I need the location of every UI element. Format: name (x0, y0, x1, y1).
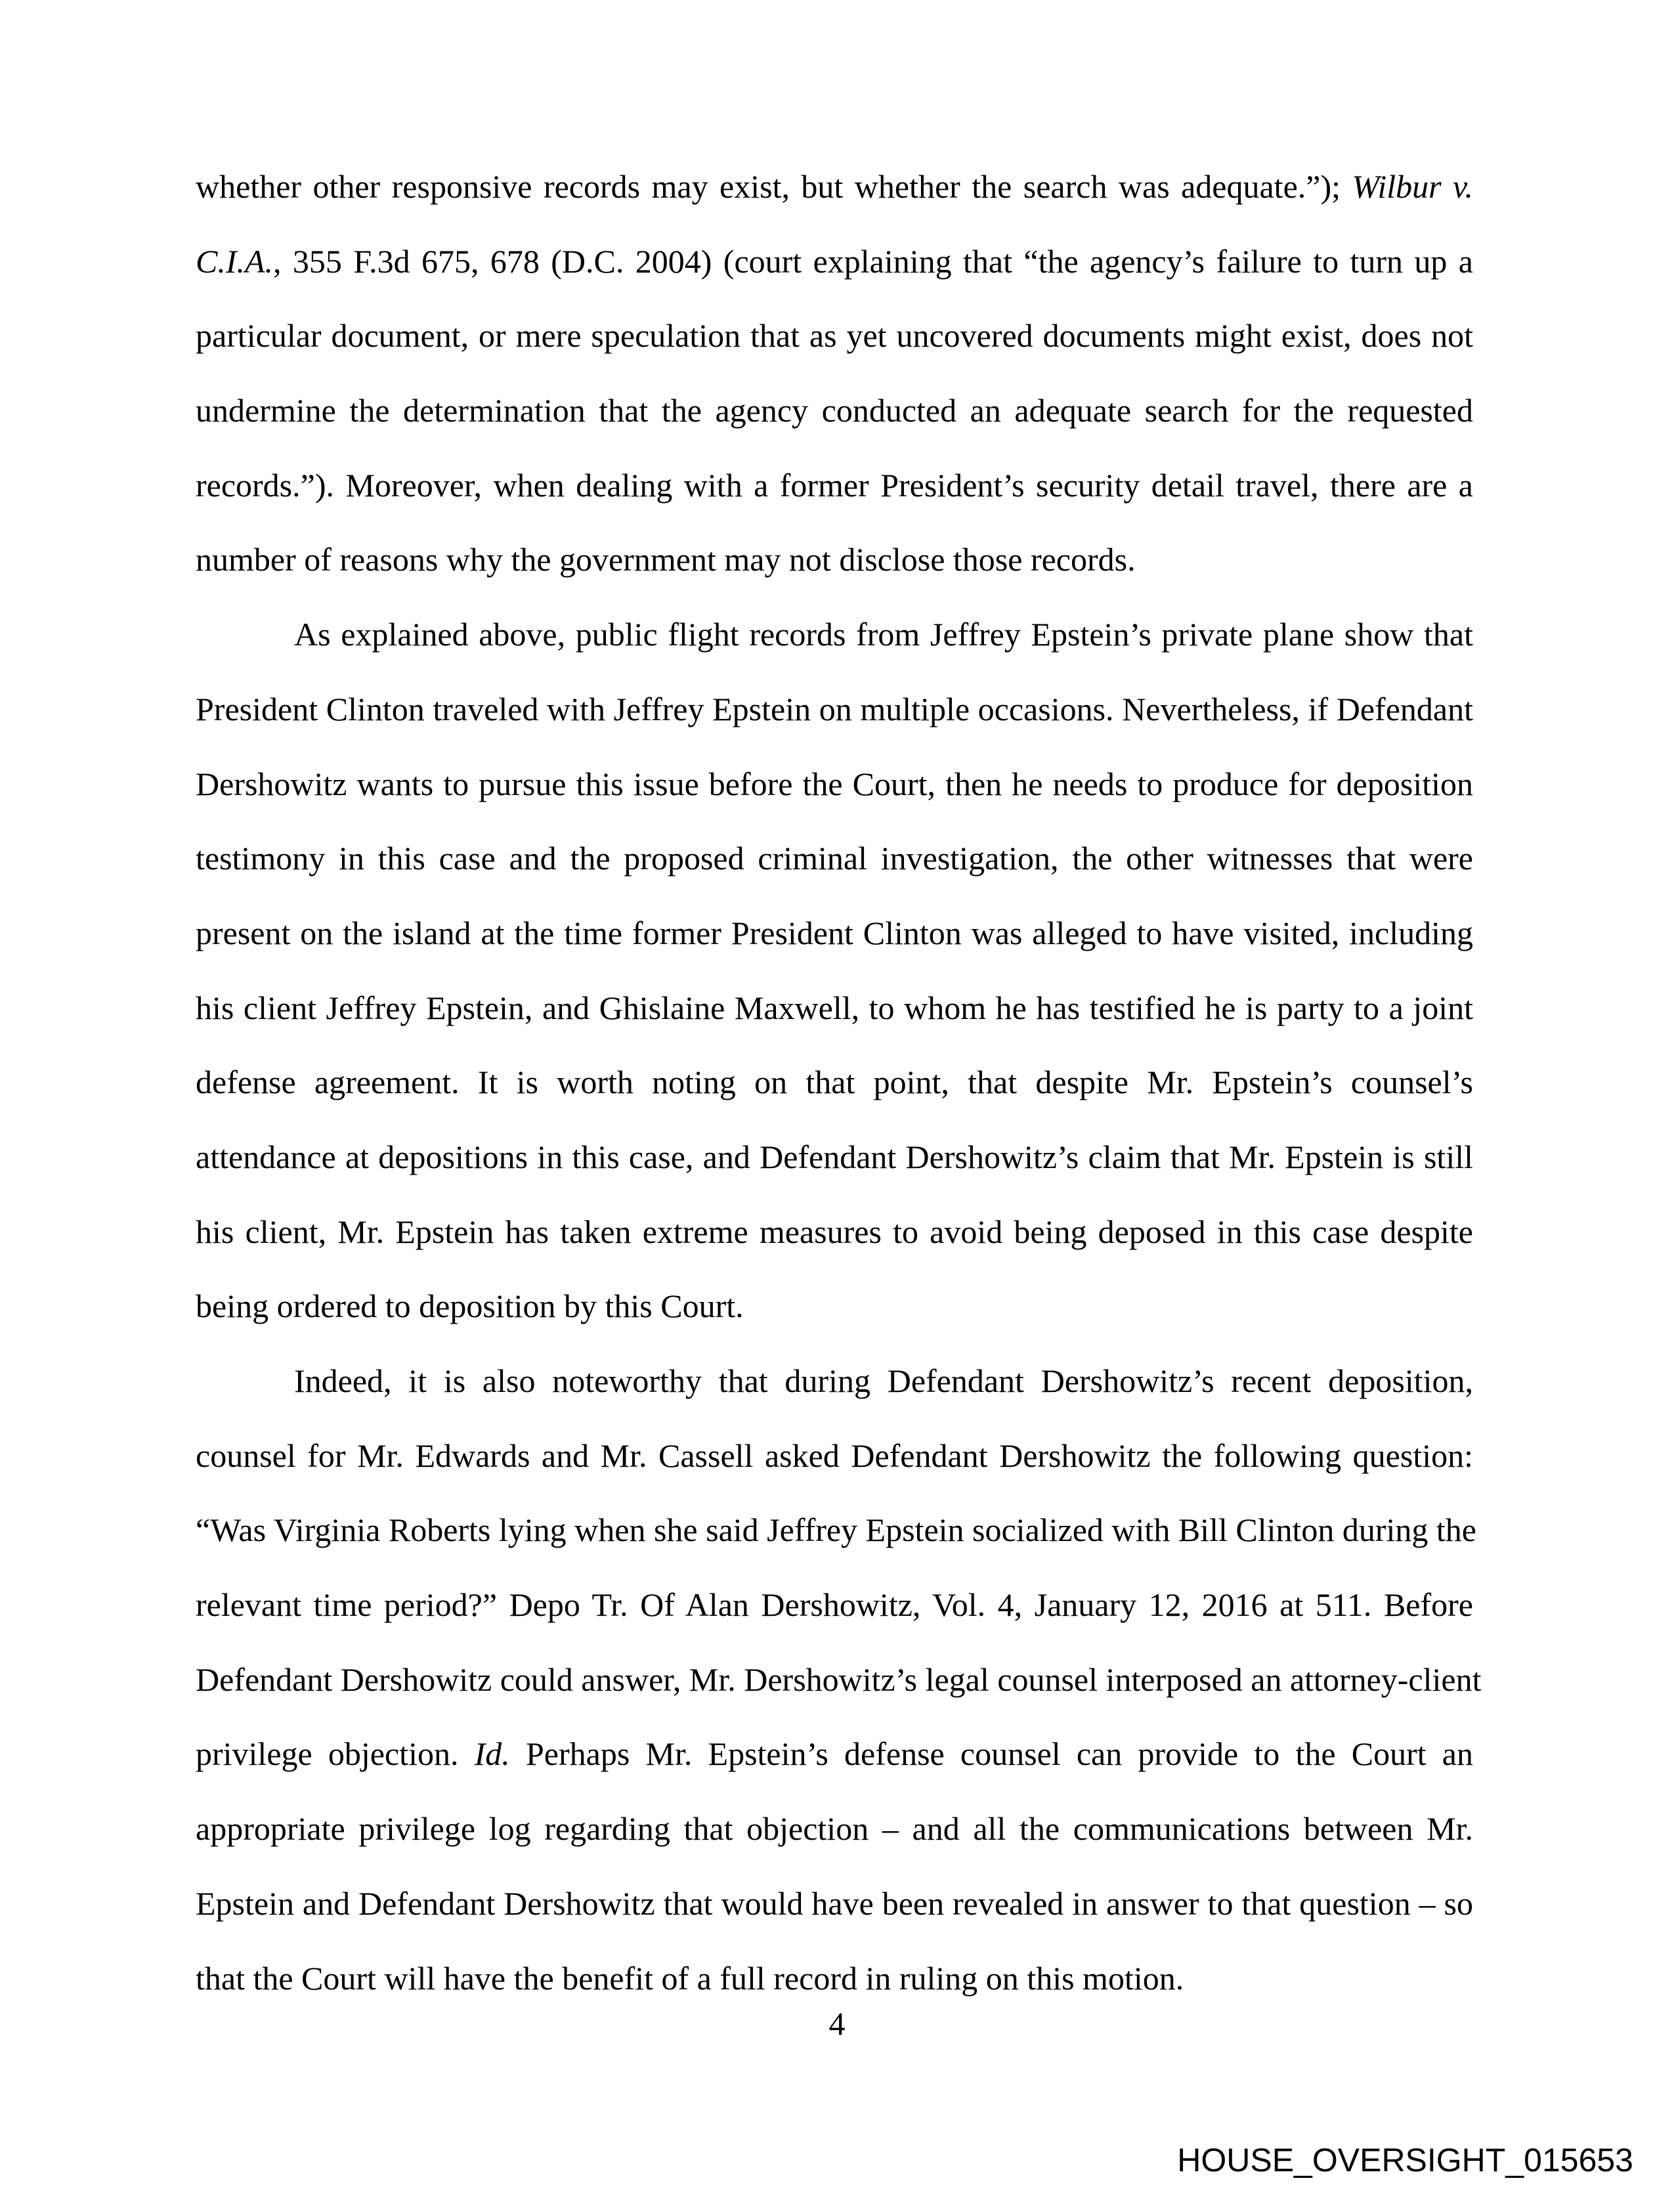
text-line (196, 1269, 1473, 1344)
text-run: attendance at depositions in this case, and Defendant Dershowitz’s claim that Mr. Epstein is still (196, 1138, 1473, 1175)
italic-citation: Id. (474, 1735, 510, 1773)
text-run: Defendant Dershowitz could answer, Mr. Dershowitz’s legal counsel interposed an attorney-client (196, 1660, 1482, 1698)
text-run: that the Court will have the benefit of a full record in ruling on this motion. (196, 1959, 1184, 1997)
text-run: defense agreement. It is worth noting on that point, that despite Mr. Epstein’s counsel’s (196, 1064, 1473, 1101)
text-line (196, 821, 1473, 896)
text-line (196, 1045, 1473, 1120)
text-run: number of reasons why the government may not disclose those records. (196, 541, 1136, 578)
text-run: whether other responsive records may exist, but whether the search was adequate.”); (196, 168, 1352, 205)
text-line (196, 150, 1473, 225)
text-line (196, 1643, 1482, 1718)
text-line (196, 1493, 1477, 1568)
italic-citation: C.I.A. (196, 242, 274, 280)
text-run: his client, Mr. Epstein has taken extreme measures to avoid being deposed in this case despite (196, 1213, 1473, 1250)
bates-stamp: HOUSE_OVERSIGHT_015653 (1177, 2142, 1633, 2179)
italic-citation: Wilbur v. (1352, 168, 1473, 205)
text-line (196, 1568, 1473, 1643)
text-line (196, 523, 1473, 597)
text-run: , 355 F.3d 675, 678 (D.C. 2004) (court explaining that “the agency’s failure to turn up a (273, 242, 1473, 280)
text-line (196, 1195, 1473, 1270)
text-line (196, 1717, 1473, 1792)
text-line (196, 1120, 1473, 1195)
text-line (196, 896, 1473, 971)
text-run: counsel for Mr. Edwards and Mr. Cassell asked Defendant Dershowitz the following question: (196, 1437, 1473, 1474)
text-line (196, 1867, 1473, 1941)
text-line (196, 747, 1473, 822)
text-run: Indeed, it is also noteworthy that during Defendant Dershowitz’s recent deposition, (294, 1362, 1473, 1399)
text-line (196, 597, 1473, 672)
paragraph (196, 150, 1473, 597)
text-line (196, 971, 1473, 1046)
text-run: “Was Virginia Roberts lying when she said Jeffrey Epstein socialized with Bill Clinton during the (196, 1511, 1477, 1549)
text-run: Epstein and Defendant Dershowitz that would have been revealed in answer to that question – so (196, 1884, 1473, 1922)
text-run: his client Jeffrey Epstein, and Ghislaine Maxwell, to whom he has testified he is party to a joint (196, 989, 1473, 1026)
text-run: As explained above, public flight records from Jeffrey Epstein’s private plane show that (294, 616, 1473, 653)
text-run: records.”). Moreover, when dealing with a former President’s security detail travel, there are a (196, 466, 1473, 504)
paragraph (196, 597, 1473, 1344)
text-line (196, 1792, 1473, 1867)
page-number: 4 (828, 2005, 846, 2042)
paragraph (196, 1344, 1482, 2016)
text-line (196, 374, 1473, 448)
text-line (196, 672, 1473, 747)
text-run: being ordered to deposition by this Court. (196, 1288, 744, 1325)
text-run: appropriate privilege log regarding that objection – and all the communications between Mr. (196, 1810, 1473, 1848)
text-run: Dershowitz wants to pursue this issue before the Court, then he needs to produce for deposition (196, 765, 1473, 802)
text-line (196, 299, 1473, 374)
text-run: particular document, or mere speculation that as yet uncovered documents might exist, does not (196, 317, 1473, 355)
text-line (196, 1419, 1473, 1494)
text-run: Perhaps Mr. Epstein’s defense counsel can provide to the Court an (509, 1735, 1473, 1773)
text-run: testimony in this case and the proposed criminal investigation, the other witnesses that were (196, 840, 1473, 877)
text-line (196, 1344, 1473, 1419)
text-line (196, 448, 1473, 523)
text-line (196, 225, 1473, 299)
text-run: undermine the determination that the agency conducted an adequate search for the requested (196, 392, 1473, 429)
text-run: President Clinton traveled with Jeffrey Epstein on multiple occasions. Nevertheless, if Defendant (196, 690, 1473, 727)
text-run: relevant time period?” Depo Tr. Of Alan Dershowitz, Vol. 4, January 12, 2016 at 511. Before (196, 1586, 1473, 1624)
document-body (196, 150, 1482, 2016)
text-run: privilege objection. (196, 1735, 475, 1773)
text-run: present on the island at the time former President Clinton was alleged to have visited, including (196, 914, 1473, 951)
